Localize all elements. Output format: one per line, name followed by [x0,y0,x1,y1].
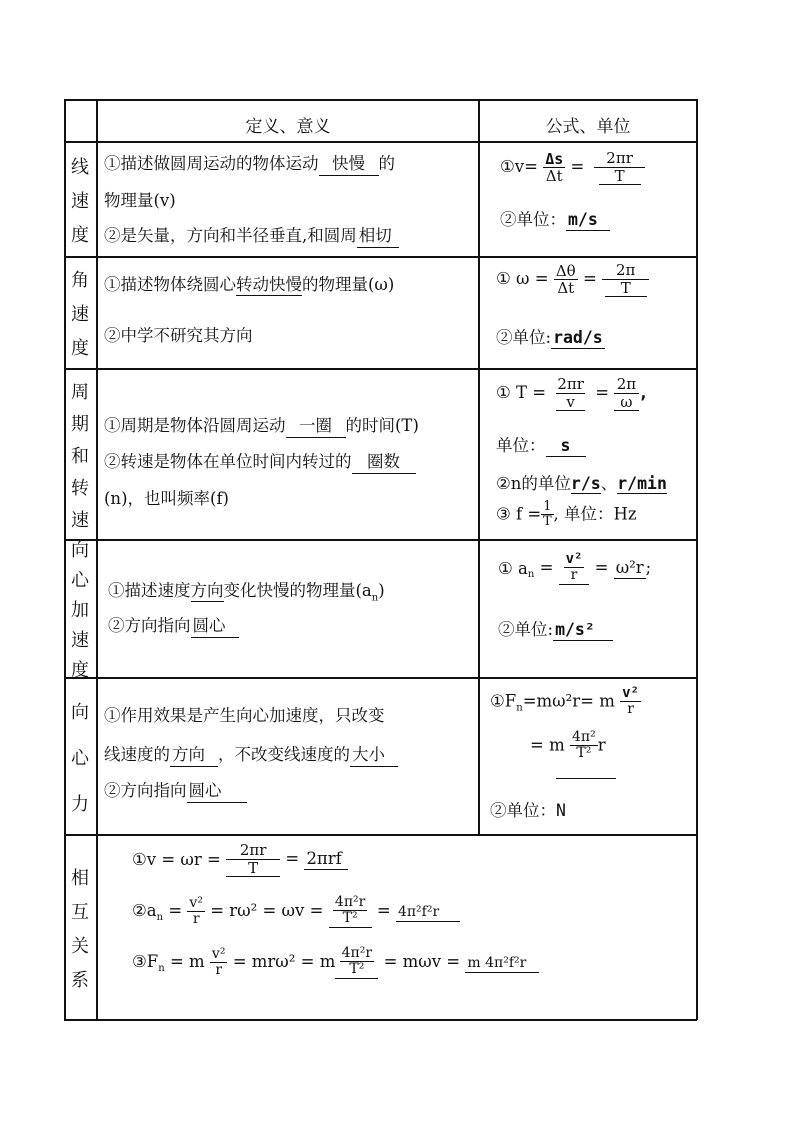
fraction [590,150,650,185]
text: = [168,900,183,920]
answer: 4π²f²r [396,904,460,922]
text: ②a [132,900,157,920]
fraction [614,376,638,411]
label-char: 加 [71,600,89,621]
unit-answer: r/s [570,474,601,493]
unit-answer: rad/s [551,328,605,349]
h-line [64,834,697,836]
label-char: 度 [71,224,89,246]
subscript: n [516,702,523,714]
text: f = [516,504,542,524]
text: ②方向指向 [108,616,191,635]
denominator: T [599,168,641,186]
centripetal-force-def-2 [104,741,398,767]
unit-answer: s [546,436,586,457]
period-unit [496,432,586,457]
text: , 单位：Hz [553,504,637,524]
text: = [285,849,300,868]
text: = [376,900,391,920]
text: m [319,951,336,971]
text: 、 [600,474,618,493]
linear-formula [500,150,650,185]
period-def-1 [104,412,419,438]
text: ，不改变线速度的 [218,745,350,764]
denominator: T [543,514,552,530]
blank-answer: 圆心 [191,612,239,638]
h-line [64,539,697,541]
fraction [543,151,565,185]
denominator: v [556,393,584,412]
label-char: 度 [71,660,89,681]
fraction [620,686,641,718]
subscript: n [156,912,164,924]
denominator: r [215,961,223,978]
relation-2 [132,895,460,928]
fraction [329,895,372,928]
row-label-relations [64,836,96,1019]
centripetal-force-unit [490,797,566,821]
numerator: 2πr [594,150,645,168]
fraction [602,262,649,297]
denominator: T [605,280,647,298]
numerator: 4π²r [341,945,373,961]
v-line [96,99,98,1020]
blank-answer: 圈数 [352,448,416,474]
label-char: 心 [71,747,89,769]
blank-answer: 方向 [191,577,224,602]
centripetal-force-formula-1 [490,686,641,718]
label-char: 期 [71,413,89,435]
subscript: n [371,592,379,604]
numerator: v² [189,894,203,911]
answer: m 4π²f²r [465,955,539,973]
text: ②单位： [490,801,556,820]
text: = [570,157,585,176]
denominator: Δt [545,167,563,185]
text: 的时间(T) [345,416,419,435]
angular-unit [496,324,605,349]
period-f-formula [496,500,637,530]
linear-def-2: 物理量(v) [104,191,176,210]
text: ① a [498,558,528,578]
fraction [187,896,205,928]
text: = m [169,951,205,971]
h-line [64,99,697,101]
h-line [64,141,697,143]
text: ②单位: [498,620,554,639]
numerator: 4π² [571,729,596,745]
numerator: v² [211,945,226,962]
text: ①描述速度 [108,581,191,600]
label-char: 向 [71,701,89,723]
text: ②方向指向 [104,781,187,800]
text: ②单位： [500,210,566,229]
denominator: T² [329,911,372,927]
text: ①描述物体绕圆心 [104,275,236,294]
text: =mω²r= m [522,691,615,711]
blank-answer: 转动快慢 [236,271,302,296]
centripetal-acc-def-1 [108,577,385,603]
denominator: T² [335,962,378,978]
text: = mrω² = [232,951,315,971]
text: ③F [132,951,159,971]
header-formula: 公式、单位 [545,117,631,137]
answer: ω²r [615,557,644,577]
row-label-angular-velocity [64,258,96,368]
numerator: Δs [545,149,564,168]
text: 单位： [496,436,546,455]
angular-def-1 [104,271,394,296]
h-line [64,368,697,370]
subscript: n [527,569,535,581]
denominator: ω [614,393,638,412]
label-char: 心 [71,570,89,591]
fraction [551,376,590,411]
label-char: 互 [71,901,89,923]
label-char: 线 [71,156,89,178]
h-line [64,677,697,679]
text: ②单位: [496,328,552,347]
relation-3 [132,946,539,979]
text: = rω² = ωv = [210,900,324,920]
label-char: 速 [71,509,89,531]
header-definition: 定义、意义 [245,117,331,137]
text: = mωv = [383,951,461,971]
period-n-unit [496,470,667,494]
label-char: 相 [71,867,89,889]
row-label-linear-velocity [64,143,96,256]
text: = m [530,735,565,755]
text: ①F [490,691,517,711]
label-char: 关 [71,935,89,957]
label-char: 和 [71,445,89,467]
fraction [570,730,598,762]
denominator: T² [576,745,592,762]
text: = [594,557,609,577]
text: r [597,735,606,755]
text: ②是矢量，方向和半径垂直,和圆周 [104,226,357,245]
angular-def-2: ②中学不研究其方向 [104,326,253,345]
h-line [64,1019,697,1021]
numerator: 2πr [239,841,267,859]
text: ① ω = [496,269,549,288]
label-char: 系 [71,969,89,991]
text: 的物理量(ω) [302,275,395,294]
numerator: 2π [602,262,649,280]
linear-def-3 [104,222,399,248]
label-char: 角 [71,270,89,291]
numerator: 4π²r [334,894,366,910]
blank-answer: 一圈 [286,412,346,438]
text: ①v = ωr = [132,850,221,869]
text: ②n的单位 [496,474,571,493]
centripetal-acc-formula [498,552,651,585]
fraction [554,263,578,297]
text: ③ [496,504,511,524]
denominator: r [627,701,634,718]
unit-answer: m/s² [553,620,613,641]
h-line [64,256,697,258]
denominator: r [559,568,590,584]
blank-answer: 相切 [357,222,399,248]
relation-1 [132,842,348,877]
text: ②转速是物体在单位时间内转过的 [104,452,352,471]
fraction [210,947,228,979]
label-char: 转 [71,477,89,499]
unit-answer: m/s [566,210,610,231]
blank-answer: 圆心 [187,777,247,803]
fraction [541,500,553,530]
answer: 2πrf [304,849,348,870]
centripetal-force-formula-2 [530,730,606,762]
fraction [559,552,590,585]
text: ) [378,581,385,600]
period-def-2 [104,448,416,474]
text: 的 [378,154,395,173]
text: ①周期是物体沿圆周运动 [104,416,286,435]
blank-answer: 方向 [170,741,218,767]
subscript: n [158,963,165,975]
label-char: 周 [71,381,89,403]
denominator: r [192,910,200,927]
text: = [539,557,554,577]
fraction [226,842,280,877]
text: ; [645,557,652,577]
period-formula [496,376,648,411]
text: 变化快慢的物理量(a [223,581,372,600]
label-char: 速 [71,190,89,212]
angular-formula [496,262,649,297]
numerator: Δθ [555,261,576,280]
centripetal-acc-unit [498,616,613,641]
row-label-centripetal-acceleration [64,540,96,681]
numerator: v² [622,685,639,701]
row-label-period [64,370,96,539]
text: = [582,269,597,288]
linear-def-1 [104,150,395,176]
numerator: 1 [543,499,552,514]
label-char: 力 [71,793,89,815]
linear-unit [500,206,610,231]
label-char: 度 [71,338,89,359]
numerator: v² [565,551,583,567]
period-def-3: (n)，也叫频率(f) [104,489,229,508]
label-char: 向 [71,540,89,561]
label-char: 速 [71,630,89,651]
row-label-centripetal-force [64,679,96,834]
centripetal-force-def-3 [104,777,247,803]
denominator: Δt [557,279,575,297]
label-char: 速 [71,304,89,325]
blank-answer: 大小 [350,741,398,767]
text: ① T = [496,383,547,402]
underline [556,778,616,779]
centripetal-force-def-1: ①作用效果是产生向心加速度，只改变 [104,706,385,725]
fraction [335,946,378,979]
unit-answer: r/min [617,474,667,493]
denominator: T [226,859,280,878]
text: , [638,383,649,402]
v-line [478,99,480,835]
numerator: 2πr [557,375,584,393]
text: 线速度的 [104,745,170,764]
text: ①描述做圆周运动的物体运动 [104,154,319,173]
text: ①v= [500,157,538,176]
centripetal-acc-def-2 [108,612,239,638]
blank-answer: 快慢 [319,150,379,176]
numerator: 2π [616,375,637,393]
unit-answer: N [556,801,566,820]
text: = [595,383,610,402]
v-line [696,99,698,1020]
